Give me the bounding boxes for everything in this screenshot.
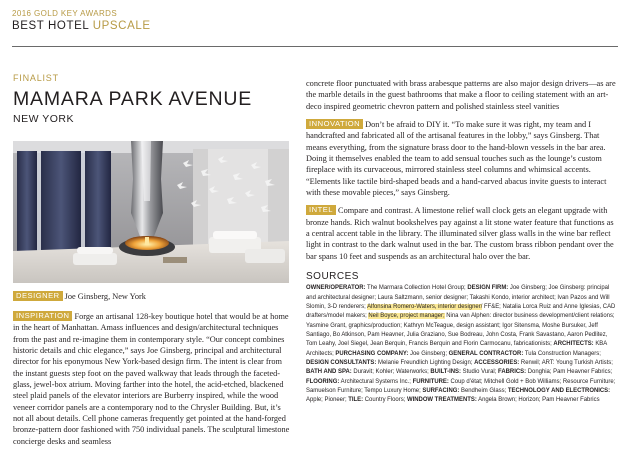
intel-label: INTEL (306, 205, 336, 215)
designer-label: DESIGNER (13, 291, 63, 301)
intel-paragraph (306, 205, 618, 262)
innovation-text: Don’t be afraid to DIY it. “To make sure it was right, my team and I handcrafted and fabricated all of the artisanal features in the lobby,” says Ginsberg. That means everything, from the signature brass door to the hand-blown vessels in the bar area. Doing it themselves enabled the team to add sensual touches such as the lounge’s custom fireplace with its curvaceous, mirrored stainless steel columns and whimsical accents. “Elements like tactile bird-shaped beads and a hand-carved abacus invite guests to interact with these movable pieces,” says Ginsberg. (306, 120, 607, 198)
source-text: Angela Brown; Horizon; Pam Heavner Fabrics (476, 397, 600, 404)
source-highlighted-text: Alfonsina Romero-Waters, interior designer/ (367, 303, 483, 310)
hotel-name-heading: MAMARA PARK AVENUE (13, 88, 253, 110)
source-text: Tula Construction Managers; (523, 350, 601, 357)
inspiration-label: INSPIRATION (13, 311, 72, 321)
source-label: TILE: (348, 397, 364, 404)
source-text: KBA Architects; (306, 341, 607, 357)
sources-list (306, 284, 618, 405)
source-label: PURCHASING COMPANY: (335, 350, 409, 357)
innovation-label: INNOVATION (306, 119, 363, 129)
source-label: FABRICS: (498, 369, 527, 376)
award-kicker: 2016 GOLD KEY AWARDS (12, 9, 118, 18)
inspiration-paragraph (13, 311, 291, 447)
header-divider (12, 46, 618, 47)
intel-text: Compare and contrast. A limestone relief wall clock gets an elegant upgrade with bronze hands. Rich walnut bookshelves pay against a lit stone water feature that functions as a central accent table in the library. The illuminated silver glass walls in the wine bar reflect light in contrast to the dark walnut used in the bar. The custom brass ribbon pendant over the bar spans 10 feet and suspends as an architectural halo over the bar. (306, 206, 614, 261)
source-label: WINDOW TREATMENTS: (406, 397, 477, 404)
lobby-photo (13, 141, 289, 283)
lobby-photo-illustration (13, 141, 289, 283)
source-label: TECHNOLOGY AND ELECTRONICS: (507, 387, 611, 394)
inspiration-text: Forge an artisanal 128-key boutique hotel that would be at home in the heart of Manhattan. Amass influences and design/architectural techniques from the past and re-imagine them in contemporary style. “Our concept combines historic details and chic elegance,” says Joe Ginsberg, principal and architectural director for his eponymous New York-based design firm. The intent is clear from the instant guests step foot on the paved walkway that leads through the faceted-glass, jewel-box atrium. Moving farther into the hotel, the acid-etched, blackened steel plaid panels of the elevator interiors are Burberry inspired, while the wood veneer corridor panels are a contemporary nod to the Chrysler Building. But, it’s not all about details. Cell phone cameras frequently get pointed at the hand-forged bronze-pattern door fashioned with 750 individual panels. The sculptural limestone concierge desks and seamless (13, 312, 290, 446)
source-text: Joe Ginsberg; (408, 350, 449, 357)
source-text: Joe Ginsberg: principal and architectural designer; Laura Saltzmann, senior designer; Takashi Kondo, interior architect; Ivan Pazos and Will Slomin, 3-D renderers; (306, 285, 610, 310)
source-label: SURFACING: (422, 387, 460, 394)
source-text: Architectural Systems Inc.; (339, 378, 413, 385)
source-text: Coup d’état; Mitchell Gold + Bob Williams; Resource Furniture; Samuelson Furniture; Tempo Luxury Home; (306, 378, 616, 394)
designer-credit (13, 291, 146, 302)
award-category-accent: UPSCALE (92, 20, 151, 32)
designer-name: Joe Ginsberg, New York (64, 292, 146, 301)
source-label: DESIGN FIRM: (467, 285, 509, 292)
source-label: FLOORING: (306, 378, 340, 385)
source-label: GENERAL CONTRACTOR: (448, 350, 524, 357)
source-text: Renwil; ART: Young Turkish Artists; (519, 359, 613, 366)
source-text: Nina van Alphen: director business development/client relations; Yasmine Grant, graphics/production; Kathryn McTeague, design assistant; Igor Sitensma, Moshe Bursuker, Jeff Santiago, Bo Atkinson, Pam Heavner, Julia Graziano, Sue Bodreau, John Costa, Frank Savastano, Aaron Pedlitez, Tom Leahy, Joel Siegel, Jean Berquin, Francis Berquin and Florin Carmocanu, fabricationists; (306, 313, 615, 348)
right-column (306, 78, 618, 406)
source-text: Duravit; Kohler; Waterworks; (351, 369, 431, 376)
finalist-label: FINALIST (13, 73, 59, 83)
source-text: The Marmara Collection Hotel Group; (365, 285, 468, 292)
source-text: Apple; Pioneer; (306, 397, 349, 404)
source-text: Country Floors; (363, 397, 407, 404)
source-label: DESIGN CONSULTANTS: (306, 359, 377, 366)
source-label: BUILT-INS: (430, 369, 461, 376)
source-label: ACCESSORIES: (474, 359, 520, 366)
source-highlighted-text: Neil Boyce, project manager; (368, 313, 445, 320)
innovation-paragraph (306, 119, 618, 198)
source-label: BATH AND SPA: (306, 369, 352, 376)
source-label: ARCHITECTS: (553, 341, 594, 348)
continuation-paragraph: concrete floor punctuated with brass arabesque patterns are also major design drivers—as are the marble details in the guest bathrooms that make a floor to ceiling statement with an art-deco inspired geometric chevron pattern and polished stainless steel vanities (306, 79, 616, 111)
source-text: Melanie Freundlich Lighting Design; (376, 359, 475, 366)
award-category-main: BEST HOTEL (12, 20, 93, 32)
source-label: OWNER/OPERATOR: (306, 285, 366, 292)
source-label: FURNITURE: (412, 378, 449, 385)
source-text: Studio Vural; (460, 369, 499, 376)
award-category-title (12, 20, 151, 32)
source-text: Bendheim Glass; (459, 387, 508, 394)
hotel-city: NEW YORK (13, 113, 74, 125)
sources-heading: SOURCES (306, 271, 359, 283)
source-text: Donghia; Pam Heavner Fabrics; (526, 369, 613, 376)
project-heading (13, 73, 289, 125)
source-text: Joe Ginsberg; (508, 285, 549, 292)
source-text: FF&E; Natalia Lorca Ruiz and Anne Iglesias, CAD drafters/model makers; (306, 303, 616, 320)
